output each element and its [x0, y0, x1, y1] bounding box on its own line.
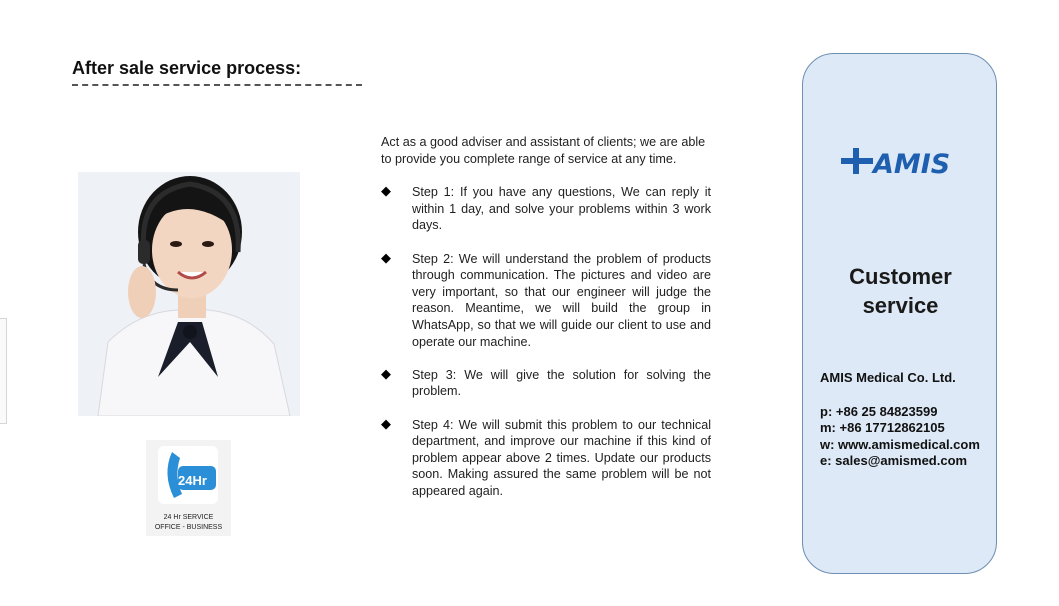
- diamond-bullet-icon: ◆: [381, 365, 391, 381]
- contact-details: [820, 370, 980, 470]
- left-edge-tab: [0, 318, 7, 424]
- website-link[interactable]: w: www.amismedical.com: [820, 436, 980, 452]
- svg-text:AMIS: AMIS: [873, 149, 951, 178]
- phone-number: p: +86 25 84823599: [820, 403, 938, 419]
- badge-24hr-label: 24Hr: [178, 473, 207, 488]
- step-text: Step 3: We will give the solution for solving the problem.: [412, 367, 711, 399]
- customer-service-card: [802, 53, 997, 574]
- card-title: [803, 262, 998, 320]
- card-title-line-1: Customer: [849, 264, 952, 289]
- diamond-bullet-icon: ◆: [381, 415, 391, 431]
- diamond-bullet-icon: ◆: [381, 249, 391, 265]
- intro-paragraph: Act as a good adviser and assistant of clients; we are able to provide you complete range of service at any time.: [381, 135, 706, 166]
- service-description: [381, 134, 711, 516]
- company-name: AMIS Medical Co. Ltd.: [820, 370, 956, 385]
- email-link[interactable]: e: sales@amismed.com: [820, 453, 968, 469]
- title-dashed-rule: [72, 84, 362, 86]
- diamond-bullet-icon: ◆: [381, 183, 391, 199]
- amis-logo: [839, 144, 963, 178]
- page-title: After sale service process:: [72, 58, 302, 78]
- step-item: [381, 251, 711, 351]
- step-text: Step 4: We will submit this problem to our technical department, and improve our machine if this kind of problem appear above 2 times. Update our products soon. Making assured the same problem will be not appeared again.: [412, 417, 711, 498]
- step-item: [381, 184, 711, 234]
- step-text: Step 2: We will understand the problem of products through communication. The pictures and video are very important, so that our engineer will judge the reason. Meantime, we will build the group in WhatsApp, so that we will guide our client to use and operate our machine.: [412, 251, 711, 349]
- step-item: [381, 417, 711, 500]
- card-title-line-2: service: [862, 293, 939, 318]
- agent-photo: [78, 172, 300, 416]
- badge-line-2: OFFICE - BUSINESS: [154, 524, 223, 531]
- step-item: [381, 367, 711, 400]
- step-text: Step 1: If you have any questions, We can reply it within 1 day, and solve your problems within 3 work days.: [412, 185, 711, 233]
- mobile-number: m: +86 17712862105: [820, 420, 945, 436]
- badge-line-1: 24 Hr SERVICE: [163, 514, 214, 521]
- 24hr-service-badge: [146, 440, 231, 536]
